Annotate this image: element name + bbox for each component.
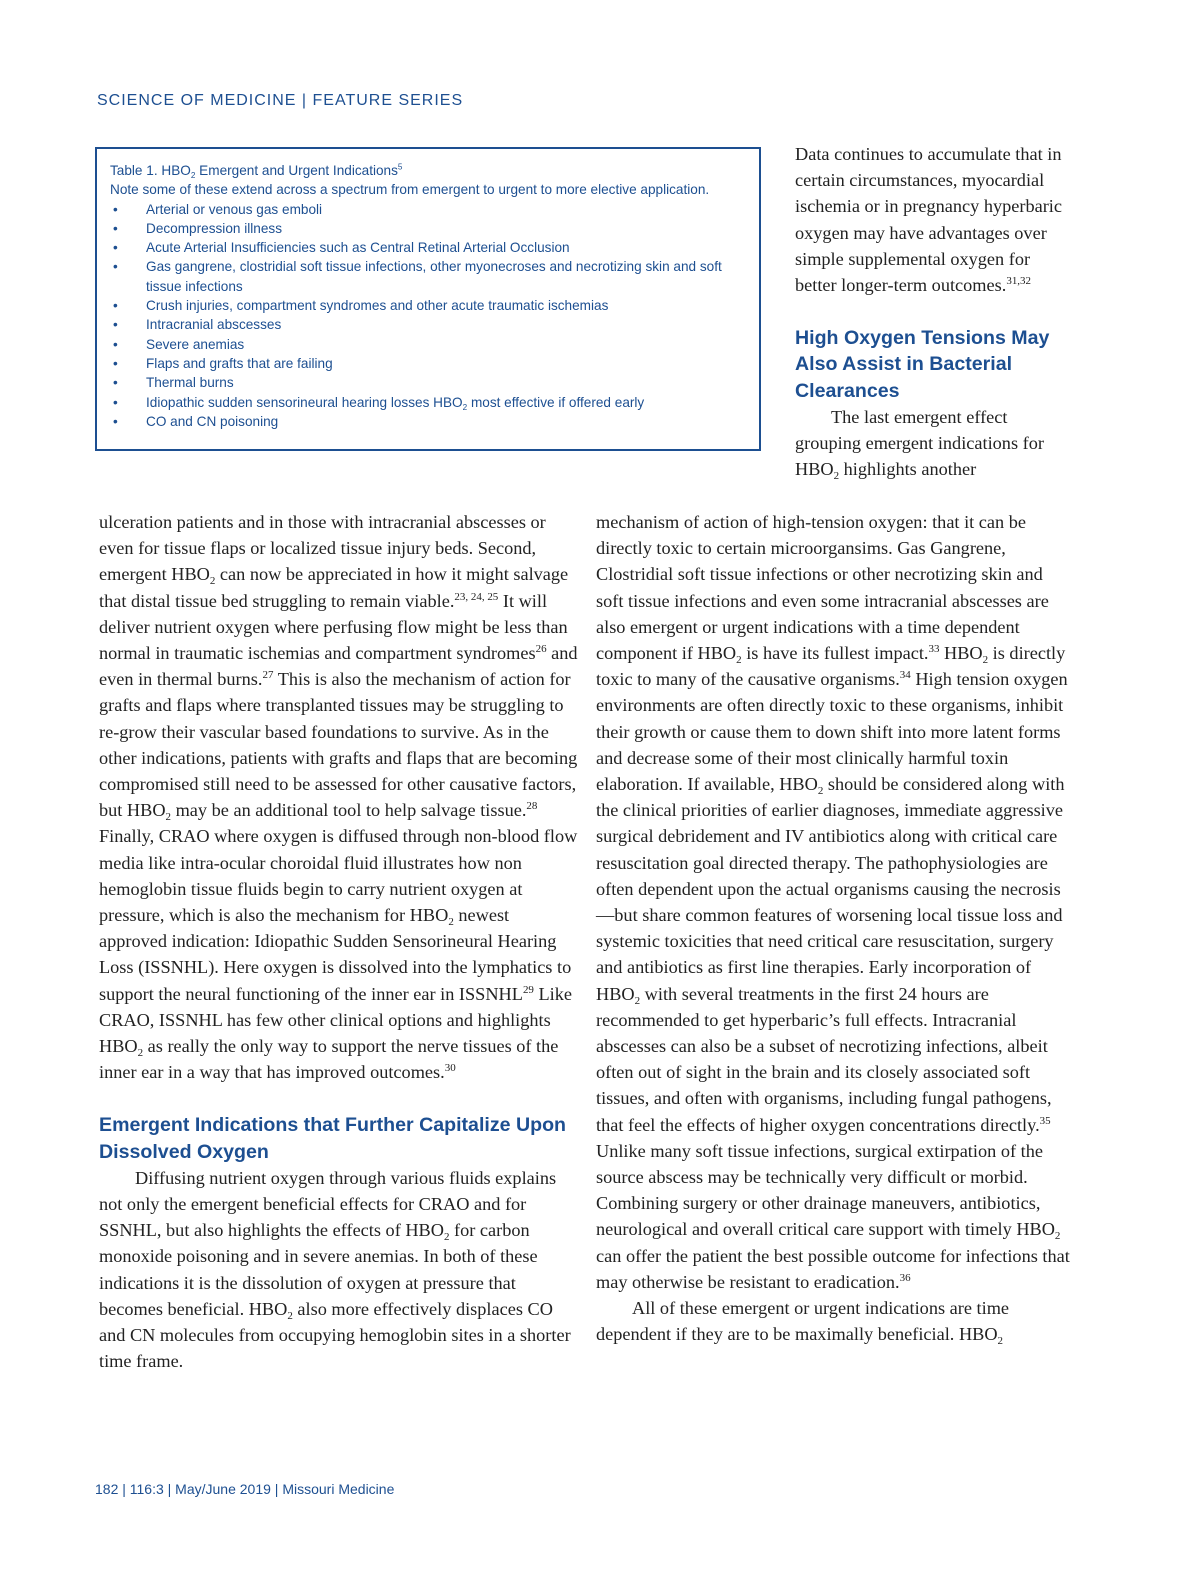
body-paragraph: All of these emergent or urgent indications are time dependent if they are to be maximally beneficial. $HBO_2$ xyxy=(596,1298,1010,1348)
right-top-column xyxy=(795,141,1065,482)
body-paragraph: ulceration patients and in those with intracranial abscesses or even for tissue flaps or localized tissue injury beds. Second, emergent $HBO_2$ can now be appreciated in how it might salvage that distal tissue bed struggling to remain viable.$^{23, 24, 25}$ It will deliver nutrient oxygen where perfusing flow might be less than normal in traumatic ischemias and compartment syndromes$^{26}$ and even in thermal burns.$^{27}$ This is also the mechanism of action for grafts and flaps where transplanted tissues may be struggling to re-grow their vascular based foundations to survive. As in the other indications, patients with grafts and flaps that are becoming compromised still need to be assessed for other causative factors, but $HBO_2$ may be an additional tool to help salvage tissue.$^{28}$ Finally, CRAO where oxygen is diffused through non-blood flow media like intra-ocular choroidal fluid illustrates how non hemoglobin tissue fluids begin to carry nutrient oxygen at pressure, which is also the mechanism for $HBO_2$ newest approved indication: Idiopathic Sudden Sensorineural Hearing Loss (ISSNHL). Here oxygen is dissolved into the lymphatics to support the neural functioning of the inner ear in ISSNHL$^{29}$ Like CRAO, ISSNHL has few other clinical options and highlights $HBO_2$ as really the only way to support the nerve tissues of the inner ear in a way that has improved outcomes.$^{30}$ xyxy=(99,512,578,1083)
page-footer: 182 | 116:3 | May/June 2019 | Missouri Medicine xyxy=(95,1481,395,1497)
list-item: • Acute Arterial Insufficiencies such as Central Retinal Arterial Occlusion xyxy=(110,238,746,257)
body-paragraph: Data continues to accumulate that in certain circumstances, myocardial ischemia or in pregnancy hyperbaric oxygen may have advantages over simple supplemental oxygen for better longer-term outcomes.$^{31,32}$ xyxy=(795,144,1062,296)
list-item: • Crush injuries, compartment syndromes and other acute traumatic ischemias xyxy=(110,296,746,315)
list-item: • Severe anemias xyxy=(110,335,746,354)
list-item: • Gas gangrene, clostridial soft tissue infections, other myonecroses and necrotizing skin and soft tissue infections xyxy=(110,257,746,296)
left-column xyxy=(99,509,579,1375)
indications-list xyxy=(110,200,746,432)
body-paragraph: Diffusing nutrient oxygen through various fluids explains not only the emergent beneficial effects for CRAO and for SSNHL, but also highlights the effects of $HBO_2$ for carbon monoxide poisoning and in severe anemias. In both of these indications it is the dissolution of oxygen at pressure that becomes beneficial. $HBO_2$ also more effectively displaces CO and CN molecules from occupying hemoglobin sites in a shorter time frame. xyxy=(99,1167,571,1372)
section-heading: High Oxygen Tensions May Also Assist in Bacterial Clearances xyxy=(795,327,1050,402)
body-paragraph: mechanism of action of high-tension oxygen: that it can be directly toxic to certain microorgansims. Gas Gangrene, Clostridial soft tissue infections or other necrotizing skin and soft tissue infections and even some intracranial abscesses are also emergent or urgent indications with a time dependent component if $HBO_2$ is have its fullest impact.$^{33}$ $HBO_2$ is directly toxic to many of the causative organisms.$^{34}$ High tension oxygen environments are often directly toxic to these organisms, inhibit their growth or cause them to down shift into more latent forms and decrease some of their most clinically harmful toxin elaboration. If available, $HBO_2$ should be considered along with the clinical priorities of earlier diagnoses, immediate aggressive surgical debridement and IV antibiotics along with critical care resuscitation goal directed therapy. The pathophysiologies are often dependent upon the actual organisms causing the necrosis—but share common features of worsening local tissue loss and systemic toxicities that need critical care resuscitation, surgery and antibiotics as first line therapies. Early incorporation of $HBO_2$ with several treatments in the first 24 hours are recommended to get hyperbaric’s full effects. Intracranial abscesses can also be a subset of necrotizing infections, albeit often out of sight in the brain and its closely associated soft tissues, and often with organisms, including fungal pathogens, that feel the effects of higher oxygen concentrations directly.$^{35}$ Unlike many soft tissue infections, surgical extirpation of the source abscess may be technically very difficult or morbid. Combining surgery or other drainage maneuvers, antibiotics, neurological and overall critical care support with timely $HBO_2$ can offer the patient the best possible outcome for infections that may otherwise be resistant to eradication.$^{36}$ xyxy=(596,512,1070,1292)
list-item: • Thermal burns xyxy=(110,373,746,392)
table-note: Note some of these extend across a spectrum from emergent to urgent to more elective application. xyxy=(110,182,710,198)
list-item: • Flaps and grafts that are failing xyxy=(110,354,746,373)
series-header: SCIENCE OF MEDICINE | FEATURE SERIES xyxy=(97,92,464,109)
list-item: • Decompression illness xyxy=(110,219,746,238)
list-item: • Arterial or venous gas emboli xyxy=(110,200,746,219)
body-paragraph: The last emergent effect grouping emergent indications for $HBO_2$ highlights another xyxy=(795,406,1044,483)
table-caption: Table 1. $HBO_2$ Emergent and Urgent Indications$^5$ xyxy=(110,162,403,180)
list-item: • CO and CN poisoning xyxy=(110,412,746,431)
list-item: • Idiopathic sudden sensorineural hearing losses $HBO_2$ most effective if offered early xyxy=(110,393,746,412)
section-heading: Emergent Indications that Further Capitalize Upon Dissolved Oxygen xyxy=(99,1114,567,1163)
right-column xyxy=(596,509,1074,1348)
indications-table xyxy=(95,147,761,451)
list-item: • Intracranial abscesses xyxy=(110,315,746,334)
